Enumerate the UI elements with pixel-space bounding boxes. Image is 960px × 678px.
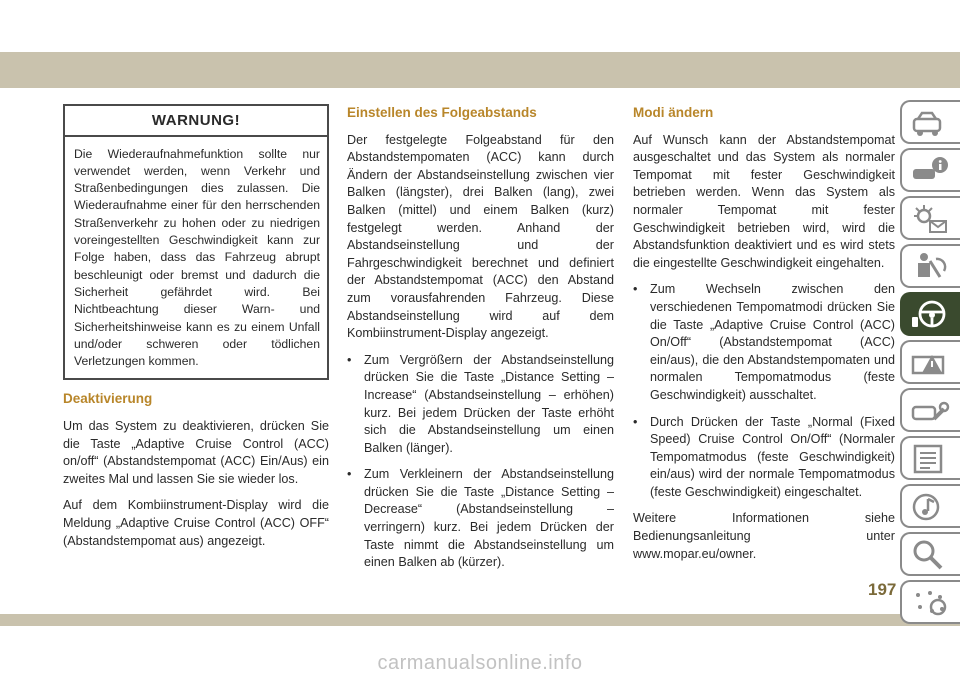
- deactivation-paragraph-2: Auf dem Kombiinstrument-Display wird die Meldung „Adaptive Cruise Control (ACC) OFF“ (Abstandstempomat aus) angezeigt.: [63, 498, 329, 548]
- list-item-text: Zum Vergrößern der Abstandseinstellung drücken Sie die Taste „Distance Setting – Increase“ (Abstandseinstellung – erhöhen) kurz. Bei jedem Drücken der Taste erhöht sich die Abstandseinstellung um einen Balken (länger).: [364, 352, 614, 455]
- warning-title: WARNUNG!: [65, 106, 327, 137]
- column-middle: [347, 104, 614, 581]
- warning-text: Die Wiederaufnahmefunktion sollte nur verwendet werden, wenn Verkehr und Straßenbedingungen dies zulassen. Die Wiederaufnahme einer für den herrschenden Straßenverkehr zu hohen oder zu niedrigen voreingestellten Geschwindigkeit kann zur Folge haben, dass das Fahrzeug abrupt beschleunigt oder bremst und dadurch die Sicherheit gefährdet wird. Bei Nichtbeachtung dieser Warn- und Sicherheitshinweise kann es zu einem Unfall und/oder schweren oder tödlichen Verletzungen kommen.: [74, 146, 320, 369]
- list-item-text: Durch Drücken der Taste „Normal (Fixed Speed) Cruise Control On/Off“ (Normaler Tempomatmodus (feste Geschwindigkeit) ein/aus) wird der normale Tempomatmodus (feste Geschwindigkeit) eingeschaltet.: [650, 414, 895, 499]
- bullet-icon: •: [347, 352, 352, 367]
- column-right: [633, 104, 895, 572]
- list-item-text: Zum Wechseln zwischen den verschiedenen Tempomatmodi drücken Sie die Taste „Adaptive Cruise Control (ACC) On/Off“ (Abstandstempomat (ACC) ein/aus), die den Abstandstempomaten und normalen Tempomatmodus (feste Geschwindigkeit) ausschaltet.: [650, 282, 895, 402]
- tab-index-search[interactable]: [900, 532, 960, 576]
- tab-maintenance[interactable]: [900, 388, 960, 432]
- roadside-warning-triangle-icon: [910, 347, 950, 379]
- column-left: [63, 104, 329, 559]
- warning-lights-message-icon: [910, 203, 950, 235]
- car-maintenance-wrench-icon: [910, 395, 950, 427]
- tab-driving[interactable]: [900, 292, 960, 336]
- footer-band: [0, 614, 960, 626]
- tab-car-info[interactable]: [900, 148, 960, 192]
- bullet-icon: •: [633, 282, 638, 297]
- page-number: 197: [868, 580, 897, 599]
- car-dashboard-icon: [910, 107, 950, 139]
- bullet-icon: •: [347, 467, 352, 482]
- modes-intro: Auf Wunsch kann der Abstandstempomat ausgeschaltet und das System als normaler Tempomat mit fester Geschwindigkeit betrieben werden. Wenn das System als normaler Tempomat mit fester Geschwindigkeit betrieben wird, wird die Abstandsfunktion deaktiviert und es wird stets die eingestellte Geschwindigkeit eingehalten.: [633, 132, 895, 270]
- section-heading-deactivation: Deaktivierung: [63, 391, 153, 407]
- tab-safety[interactable]: [900, 244, 960, 288]
- section-heading-modes: Modi ändern: [633, 105, 714, 120]
- modes-outro: Weitere Informationen siehe Bedienungsanleitung unter www.mopar.eu/owner.: [633, 511, 895, 561]
- deactivation-paragraph-1: Um das System zu deaktivieren, drücken Sie die Taste „Adaptive Cruise Control (ACC) on/off“ (Abstandstempomat (ACC) Ein/Aus) ein zweites Mal und lassen Sie sie wieder los.: [63, 419, 329, 486]
- multimedia-music-icon: [910, 491, 950, 523]
- list-item: [347, 352, 614, 458]
- footer-watermark[interactable]: carmanualsonline.info: [377, 652, 583, 674]
- tab-car-dashboard[interactable]: [900, 100, 960, 144]
- alphabetical-index-icon: [910, 587, 950, 619]
- list-item: [633, 281, 895, 404]
- header-band: [0, 52, 960, 88]
- seatbelt-airbag-safety-icon: [910, 251, 950, 283]
- tab-multimedia[interactable]: [900, 484, 960, 528]
- list-item: [347, 466, 614, 572]
- list-item: [633, 414, 895, 502]
- warning-box: [63, 104, 329, 380]
- section-heading-distance: Einstellen des Folgeabstands: [347, 105, 537, 120]
- tab-warning-lights[interactable]: [900, 196, 960, 240]
- tab-roadside[interactable]: [900, 340, 960, 384]
- distance-intro: Der festgelegte Folgeabstand für den Abstandstempomaten (ACC) kann durch Ändern der Abstandseinstellung zwischen vier Balken (längster), drei Balken (lang), zwei Balken (mittel) und einem Balken (kurz) festgelegt werden. Anhand der Abstandseinstellung und der Fahrgeschwindigkeit berechnet und definiert der Abstandstempomat (ACC) den Abstand zum vorausfahrenden Fahrzeug. Diese Abstandseinstellung wird auf dem Kombiinstrument-Display angezeigt.: [347, 132, 614, 341]
- bullet-icon: •: [633, 414, 638, 429]
- list-item-text: Zum Verkleinern der Abstandseinstellung drücken Sie die Taste „Distance Setting – Decrease“ (Abstandseinstellung – verringern) kurz. Bei jedem Drücken der Taste nimmt die Abstandseinstellung um einen Balken ab (kürzer).: [364, 467, 614, 570]
- tab-alphabetical-index[interactable]: [900, 580, 960, 624]
- index-search-icon: [910, 539, 950, 571]
- steering-wheel-driving-icon: [910, 299, 950, 331]
- car-info-icon: [910, 155, 950, 187]
- tab-specifications[interactable]: [900, 436, 960, 480]
- chapter-tabs: [900, 100, 960, 628]
- technical-specifications-list-icon: [910, 443, 950, 475]
